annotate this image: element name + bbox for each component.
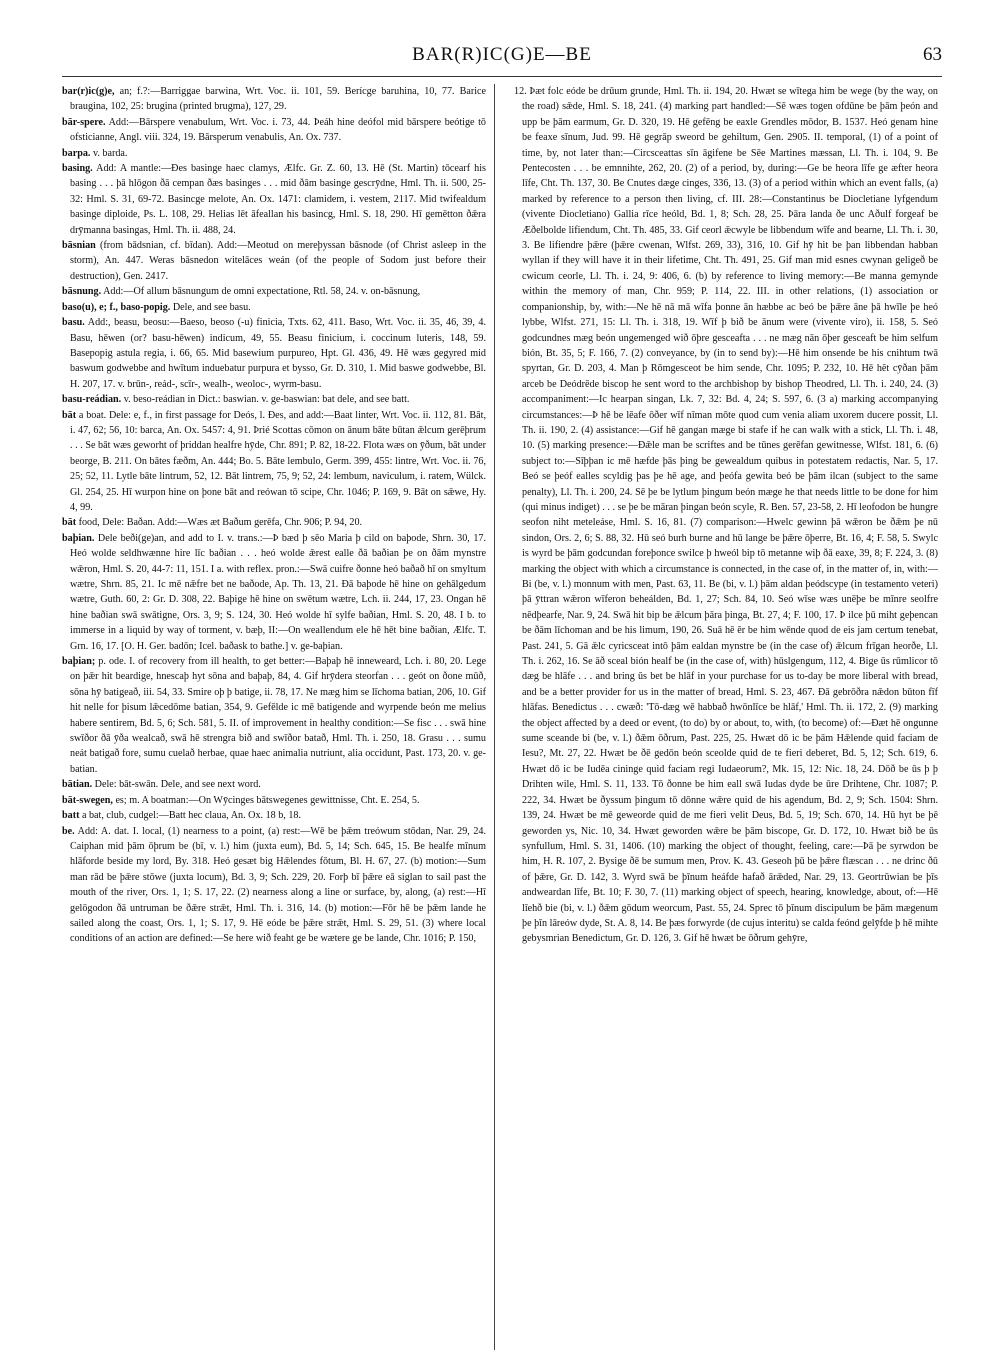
entry-headword: be.	[62, 825, 75, 837]
entry-text: p. ode. I. of recovery from ill health, to get better:—Baþaþ hē inneweard, Lch. i. 80, 20. Lege on þǣr hit beardige, hnescaþ hyt sōna and baþaþ, 84, 4. Gif hrȳdera steorfan . . . geót on ðone mūð, sōna hȳ batigeað, iii. 54, 33. Smire oþ þ batige, ii. 78, 17. Ne mæg him se līchoma batian, 206, 10. Gif hit nelle for þisum lǣcedōme batian, 354, 9. Gefēlde ic mē batigende and wyrpende beón me melius habere sentirem, Bd. 5, 6; Sch. 581, 5. II. of improvement in healthy condition:—Se fisc . . . swā hine swīðor ðā ȳða wealcað, swā hē strengra bið and swīðor batað, Hml. Th. i. 250, 18. Grasu . . . sumu neát batigað fore, sumu cuelað herbae, quae haec animalia nutriunt, alia occidunt, Past. 173, 20. v. ge-batian.	[70, 656, 486, 775]
dictionary-entry	[62, 408, 486, 516]
dictionary-entry	[62, 515, 486, 530]
entry-text: v. barda.	[92, 147, 128, 159]
dictionary-entry	[62, 315, 486, 392]
entry-text: Add:, beasu, beosu:—Baeso, beoso (-u) finicia, Txts. 62, 411. Baso, Wrt. Voc. ii. 35, 46, 39, 4. Basu, hēwen (or? basu-hēwen) indicum, 49, 55. Beasu finicium, i. coccinum luteris, 148, 59. Basepopig astula regia, i. 66, 65. Mid basewium purpureo, Hpt. Gl. 436, 49. Hē wæs gegyred mid baswum godwebbe and hwītum induebatur purpura et bysso, Gr. D. 310, 1. Mid baswe godwebbe, Bl. H. 207, 17. v. brūn-, reád-, scīr-, wealh-, weoloc-, wyrm-basu.	[70, 317, 486, 390]
dictionary-entry	[62, 115, 486, 146]
header-rule	[62, 76, 942, 77]
entry-text: an; f.?:—Barriggae barwina, Wrt. Voc. ii. 101, 59. Berícge baruhina, 10, 77. Barice braugina, 102, 25: brugina (printed brugma), 127, 29.	[70, 86, 486, 113]
dictionary-entry	[62, 284, 486, 299]
dictionary-entry	[62, 392, 486, 407]
entry-text: es; m. A boatman:—On Wȳcinges bātswegenes gewittnisse, Cht. E. 254, 5.	[115, 794, 420, 806]
dictionary-entry	[62, 238, 486, 284]
dictionary-entry	[62, 300, 486, 315]
dictionary-entry	[62, 654, 486, 777]
entry-text: a bat, club, cudgel:—Batt hec claua, An. Ox. 18 b, 18.	[81, 810, 302, 822]
entry-headword: bar(r)ic(g)e,	[62, 86, 115, 97]
dictionary-entry	[62, 793, 486, 808]
entry-text: 12. Þæt folc eóde be drūum grunde, Hml. Th. ii. 194, 20. Hwæt se wītega him be wege (by the way, on the road) sǣde, Hml. S. 18, 241. (4) marking part handled:—Sē wæs togen ofdūne be þām þeón and upp be þām earmum, Gr. D. 320, 19. Hē gefēng be eaxle Grendles mōdor, B. 1537. Heó genam hine be feaxe sīnum, Jud. 99. Hē gegrāp sweord be gehiltum, Gen. 2905. II. temporal, (1) of a point of time, by, not later than:—Circsceattas sīn āgifene be Sēe Martines mæssan, Ll. Th. i. 104, 9. Be Pentecosten . . . be emnnihte, 262, 20. (2) of a period, by, during:—Ge be heora līfe ge æfter heora līfe, Cht. Th. 137, 30. Be Cnutes dæge cinges, 336, 13. (3) of a period within which an event falls, (a) marked by reference to a person then living, cf. III. 28:—Constantinus be Diocletiane lyfgendum (vivente Diocletiano) Gallia rīce heóld, Bd. 1, 8; Sch. 28, 25. Þāra landa ðe unc Aðulf forgeaf be Æðelbolde lifiendum, Cht. Th. 485, 33. Gif ceorl ǣcwyle be libbendum wīfe and bearne, Ll. Th. i. 30, 3. Be lifiendre þǣre (þǣre cwenan, Wlfst. 269, 33), 316, 10. Gif hȳ hit be þan libbendan habban wyllan if they will have it in their lifetime, Cht. Th. 491, 25. Gif man mid esnes cwynan geligeð be cwicum ceorle, Ll. Th. i. 24, 9: 406, 6. (b) by reference to living memory:—Be manna gemynde within the memory of man, Chr. 959; P. 114, 22. III. in other relations, (1) association or companionship, by, with:—Ne hē nā mā wīfa þonne ān hæbbe ac beó be þǣre āne þā hwīle þe heó lybbe, Wlfst. 271, 15: Ll. Th. i. 318, 19. Wīf þ bið be ānum were (vivente viro), ii. 158, 5. Seó godcundnes mæg beón ungemenged wið ōþre gesceafta . . . ne mæg nān ōþer gesceaft be him selfum bión, Bt. 35, 5; F. 166, 7. (2) conveyance, by (in to send by):—Hē him onsende be his cnihtum twā spyrtan, Gr. D. 203, 4. Man þ Rōmgesceot be him sende, Chr. 1095; P. 232, 10. Hē hēt cȳðan þām arceb be Deódrēde biscop he sent word to the archbishop by bishop Theodred, Ll. Th. i. 240, 24. (3) accompaniment:—Ic hearpan singan, Lk. 7, 32: Bd. 4, 24; S. 597, 6. (3 a) marking accompanying circumstances:—Þ hē be lēafe ōðer wīf nīman mōte quod cum venia aliam uxorem ducere possit, Ll. Th. ii. 190, 2. (4) assistance:—Gif hē gangan mæge bi stafe if he can walk with a stick, Ll. Th. i. 48, 10. (5) marking presence:—Ðǣle man be scriftes and be tūnes gerēfan gewitnesse, Wlfst. 181, 6. (6) subject to:—Sīþþan ic mē hæfde þās þing be gewealdum quibus in potestatem redactis, Nar. 5, 17. Beó se þeóf ealles scyldig þas þe hē age, and þeófa gewita beó be þām ilcan (subject to the same penalty), Ll. Th. i. 200, 24. Sē þe be lytlum þingum beón mæge he that needs little to be done for him (qui minus indiget) . . . se þe be māran þingan beón scyle, R. Ben. 57, 23-58, 2. Hī leofodon be hungre seofon niht meteleáse, Hml. S. 16, 81. (7) comparison:—Hwelc gewinn þā wǣron be ðǣm þe nū sindon, Ors. 2, 6; S. 88, 32. Hū seó burh burne and hū lange be þǣre ōþerre, Bt. 16, 4; F. 58, 5. Swylc is wyrd be þām godcundan foreþonce swilce þ hweól bip tō metanne wiþ ðā eaxe, 39, 8; F. 224, 3. (8) marking the object with which a circumstance is connected, in the case of, in the matter of, in, with:—Bi (be, v. l.) monnum with men, Past. 63, 11. Be (bi, v. l.) þām aldan þeódscype (in testamento veteri) þā ȳttran wǣron wīferon beheálden, Bd. 1, 27; Sch. 84, 10. Seó wīse wæs unēþe be mīnre seolfre nēdþearfe, Nar. 9, 24. Swā hit bip be ǣlcum þāra þinga, Bt. 27, 4; F. 100, 17. Þ ilce þū miht geþencan be ðām līchoman and be his limum, 190, 26. Suā hē ēr be him wēnde quod de eis jam certum tenebat, Past. 241, 5. Gā ǣlc cyricsceat intō þām ealdan mynstre be (in the case of) ǣlcum frīgan heorðe, Ll. Th. i. 262, 16. Se āð sceal bión healf be (in the case of, with) hūslgengum, 112, 4. Bige ūs rūmlicor tō dæg be hlāfe . . . and bring ūs bet be hlāf in your purchase for us to-day be more liberal with bread, and be a better provider for us in the matter of bread, Hml. S. 23, 467. Ðā gebrōðra nǣdon būton fīf hlāfas. Benedictus . . . cwæð: 'Tō-dæg wē habbað hwōnlīce be hlāf,' Hml. Th. ii. 172, 2. (9) marking the object affected by a deed or event, (to do) by or about, to, with, (to become) of:—Ðæt hē ongunne sume sceande bi (be, v. l.) ðǣm ōðrum, Past. 225, 25. Hwæt dō ic be þām Hǣlende quid faciam de Iesu?, Mt. 27, 22. Hwæt be ðē gedōn beón sceolde quid de te fieri deberet, Bd. 5, 12; Sch. 619, 6. Hwæt dō ic be Iudēa cininge quid faciam regi Iudaeorum?, Mk. 15, 12: Nic. 18, 24. Dōð be ūs þ þ Drihten wile, Hml. S. 11, 133. Tō ðonne be him eall swā Iudas dyde be ūre Drihtene, Chr. 1087; P. 222, 34. Hwæt be ðyssum þingum tō dōnne wǣre quid de his agendum, Bd. 2, 9; Sch. 1504: Shrn. 139, 24. Hwæt be mē geweorde quid de me fieri velit Deus, Bd. 5, 19; Sch. 670, 14. Hū hyt be þē geworden ys, Nic. 10, 34. Hwæt geworden wǣre be þām biscope, Gr. D. 172, 10. Hwæt bið be ūs synfullum, Hml. S. 31, 1406. (10) marking the object of thought, feeling, care:—Þā þe syrwdon be him, H. R. 107, 2. Bysige ðē be sumum men, Prov. K. 43. Geseoh þū be þǣre flæscan . . . ne drinc ðū of þǣre, Gr. D. 142, 3. Wyrd swā be þīnum heáfde hafað ārǣded, Nar. 29, 13. Geortrūwian be þīs andweardan līfe, Bt. 10; F. 30, 7. (11) marking object of speech, hearing, knowledge, about, of:—Hē līehð bie (bi, v. l.) ðǣm gōdum weorcum, Past. 55, 24. Sprec tō þīnum discipulum be þām mægenum þe þīn lāreów dyde, St. A. 8, 14. Be þæs forwyrde (de cujus interitu) se calda feónd gelȳfde þ hē mihte gebysmrian Benedictum, Gr. D. 126, 3. Gif hē hwæt be ōðrum gehȳre,	[514, 86, 938, 945]
column-divider	[494, 84, 495, 1350]
dictionary-entry	[62, 161, 486, 238]
entry-headword: baþian.	[62, 532, 95, 544]
dictionary-entry	[514, 84, 938, 947]
entry-headword: baþian;	[62, 656, 96, 668]
entry-text: Add:—Of allum bāsnungum de omni expectatione, Rtl. 58, 24. v. on-bāsnung,	[103, 286, 421, 298]
entry-text: Add: A mantle:—Ðes basinge haec clamys, Ælfc. Gr. Z. 60, 13. Hē (St. Martin) tōcearf his basing . . . þā hlōgon ðā cempan ðæs basinges . . . mid ðām basinge gescrȳdne, Hml. Th. ii. 500, 25-32: Hml. S. 31, 69-72. Basincge melote, An. Ox. 1471: clamidem, i. vestem, 2117. Mid twifealdum basinge diploide, Ps. L. 108, 29. Helias lēt āfeallan his basincg, Hml. S. 18, 290. Hī gemētton ðǣra drȳmanna basingas, Hml. Th. ii. 488, 24.	[70, 163, 486, 236]
dictionary-entry	[62, 84, 486, 115]
entry-text: Dele beði(ge)an, and add to I. v. trans.:—Þ bæd þ sēo Maria þ cild on baþode, Shrn. 30, 17. Heó wolde seldhwænne hire līc baðian . . . heó wolde ǣrest ealle ðā baðian þe on ðām mynstre wǣron, Hml. S. 20, 44-7: 11, 151. I a. with reflex. pron.:—Swā cuifre ðonne heó baðað hī on smyltum wætre, Shrn. 85, 21. Ic mē nǣfre bet ne baðode, Ap. Th. 13, 21. Ðā baþode hē hine on gehālgedum wætre, Guth. 60, 2: Gr. D. 308, 22. Baþige hē hine on swētum wætre, Lch. ii. 244, 17, 23. Ongan hē hine baðian swā swātigne, Ors. 3, 9; S. 124, 30. Heó wolde hī sylfe baðian, Hml. S. 20, 48. I b. to immerse in a liquid by way of torment, v. bæþ, II:—On weallendum ele hē hēt bine baðian, Ælfc. T. Grn. 16, 17. [O. H. Ger. badōn; Icel. baðask to bathe.] v. ge-baþian.	[70, 532, 486, 652]
entry-headword: basing.	[62, 163, 93, 175]
entry-text: food, Dele: Baðan. Add:—Wæs æt Baðum gerēfa, Chr. 906; P. 94, 20.	[78, 517, 363, 529]
entry-headword: barpa.	[62, 147, 91, 159]
dictionary-entry	[62, 146, 486, 161]
entry-text: (from bādsnian, cf. bīdan). Add:—Meotud on mereþyssan bāsnode (of Christ asleep in the storm), An. 447. Weras bāsnedon witelāces weán (of the people of Sodom just before their destruction), Gen. 2417.	[70, 240, 486, 282]
entry-headword: bāt	[62, 517, 77, 529]
entry-headword: basu-reádian.	[62, 394, 122, 406]
entry-headword: batt	[62, 810, 80, 822]
page-header	[62, 44, 942, 70]
entry-text: v. beso-reádian in Dict.: baswian. v. ge-baswian: bat dele, and see batt.	[123, 394, 410, 406]
running-head: BAR(R)IC(G)E—BE	[412, 44, 592, 65]
right-column	[514, 84, 938, 1350]
entry-text: a boat. Dele: e, f., in first passage for Deós, l. Ðes, and add:—Baat linter, Wrt. Voc. ii. 112, 81. Bāt, i. 47, 62; 56, 10: barca, An. Ox. 5457: 4, 91. Þrié Scottas cōmon on ānum bāte būtan ǣlcum gerēþrum . . . Se bāt wæs geworht of þriddan healfre hȳde, Chr. 891; P. 82, 18-22. Flota wæs on ȳðum, bāt under beorge, B. 211. On bātes fæðm, An. 444; Bo. 5. Bāte lembulo, Germ. 399, 455: lintre, Wrt. Voc. ii. 76, 25; 52, 11. Lytle bāte lintrum, 52, 12. Bāt lintrem, 75, 9; 52, 24: lembum, naviculum, i. ratem, Wülck. Gl. 254, 25. Hī wurpon hine on þone bāt and reówan tō scipe, Chr. 1046; P. 169, 9. Bāt on sǣwe, Hy. 4, 99.	[70, 409, 486, 513]
dictionary-entry	[62, 531, 486, 654]
entry-headword: bātian.	[62, 779, 93, 791]
entry-text: Add:—Bārspere venabulum, Wrt. Voc. i. 73, 44. Þeáh hine deófol mid bārspere beótige tō ofsticianne, Angl. viii. 324, 19. Bārsperum venabulis, An. Ox. 737.	[70, 116, 486, 144]
entry-headword: bāsnian	[62, 240, 96, 252]
dictionary-entry	[62, 808, 486, 823]
left-column	[62, 84, 486, 1350]
entry-headword: baso(u), e; f., baso-popig.	[62, 301, 171, 313]
entry-headword: bār-spere.	[62, 116, 106, 128]
entry-headword: bāt-swegen,	[62, 794, 113, 806]
entry-text: Dele: bāt-swān. Dele, and see next word.	[94, 779, 261, 791]
entry-text: Dele, and see basu.	[172, 301, 251, 313]
dictionary-entry	[62, 777, 486, 792]
entry-text: Add: A. dat. I. local, (1) nearness to a point, (a) rest:—Wē be þǣm treówum stōdan, Nar. 29, 24. Caiphan mid þām ōþrum be (bī, v. l.) him (juxta eum), Bd. 5, 14; Sch. 645, 15. Be healfe mīnum hlāforde beside my lord, By. 318. Heó gesæt big Hǣlendes fōtum, Bl. H. 67, 27. (b) motion:—Sum man rād be þǣre stōwe (juxta locum), Bd. 3, 9; Sch. 229, 20. Forþ bī þǣre eā siglan to sail past the mouth of the river, Ors. 1, 1; S. 17, 22. (2) nearness along a line or surface, by, along, (a) rest:—Hī gelōgodon ðā untruman be ðǣre strǣt, Hml. Th. i. 316, 14. (b) motion:—Fōr hē be þǣm lande he sailed along the coast, Ors. 1, 1; S. 17, 9. Hē eóde be þǣre strǣt, Hml. S. 29, 51. (3) where local conditions of an action are defined:—Se here wið feaht ge be wætere ge be lande, Chr. 1016; P. 150,	[70, 825, 486, 945]
entry-headword: basu.	[62, 317, 85, 329]
dictionary-entry	[62, 824, 486, 947]
entry-headword: bāsnung.	[62, 286, 102, 298]
page-number: 63	[923, 44, 942, 65]
entry-headword: bāt	[62, 409, 77, 421]
